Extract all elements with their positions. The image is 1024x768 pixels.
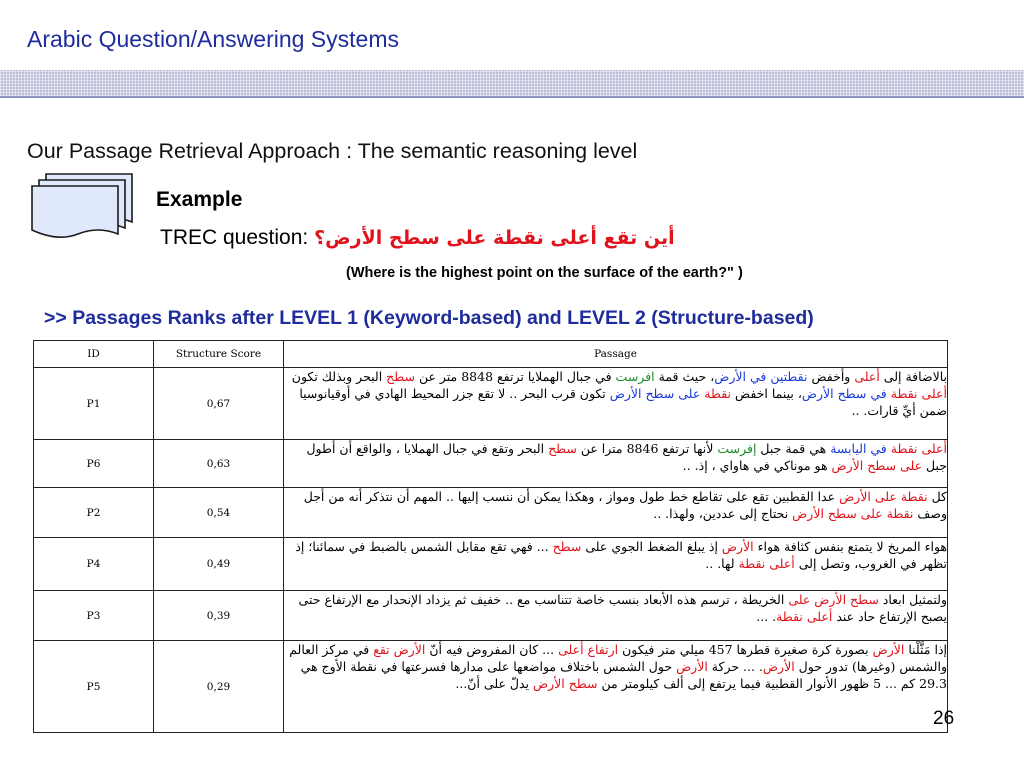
structure-score: 0,49 xyxy=(154,538,284,591)
highlight-red: سطح الأرض على xyxy=(788,592,879,607)
page-number: 26 xyxy=(933,708,955,729)
passage-text: هواء المريخ لا يتمتع بنفس كثافة هواء الأرض إذ يبلغ الضغط الجوي على سطح ... فهي تقع مقابل الشمس بالضبط في سمائنا؛ إذ تظهر في الغروب، وتصل إلى أعلى نقطة لها. .. xyxy=(284,538,948,591)
passage-id: P5 xyxy=(34,641,154,733)
table-row xyxy=(34,368,948,440)
highlight-red: الأرض xyxy=(872,642,905,657)
passage-id: P6 xyxy=(34,440,154,488)
passage-id: P2 xyxy=(34,488,154,538)
highlight-red: سطح xyxy=(552,539,582,554)
table-row xyxy=(34,538,948,591)
document-stack-icon xyxy=(30,172,140,240)
table-row xyxy=(34,488,948,538)
passage-text: كل نقطة على الأرض عدا القطبين تقع على تقاطع خط طول ومواز ، وهكذا يمكن أن ننسب إليها .. المهم أن نتذكر أنه من أجل وصف نقطة على سطح الأرض نحتاج إلى عددين، ولهذا. .. xyxy=(284,488,948,538)
highlight-blue: على سطح الأرض xyxy=(609,386,701,401)
title-band-underline xyxy=(0,96,1024,98)
table-row xyxy=(34,591,948,641)
passage-id: P3 xyxy=(34,591,154,641)
table-header-row xyxy=(34,341,948,368)
passage-text: بالاضافة إلى أعلى وأخفض نقطتين في الأرض، حيث قمة افرست في جبال الهملايا ترتفع 8848 متر عن سطح البحر وبذلك تكون أعلى نقطة في سطح الأرض، بينما اخفض نقطة على سطح الأرض تكون قرب البحر .. لا تقع جزر المحيط الهادي في أوقيانوسيا ضمن أيِّ قارات. .. xyxy=(284,368,948,440)
highlight-blue: في سطح الأرض xyxy=(801,386,887,401)
highlight-red: نقطة xyxy=(704,386,732,401)
highlight-green: افرست xyxy=(615,369,655,384)
passage-text: ولتمثيل ابعاد سطح الأرض على الخريطة ، ترسم هذه الأبعاد بنسب خاصة تتناسب مع .. خفيف ثم يزداد الإنحدار مع الإرتفاع حتى يصبح الإرتفاع حاد عند أعلى نقطة. ... xyxy=(284,591,948,641)
ranks-heading: >> Passages Ranks after LEVEL 1 (Keyword-based) and LEVEL 2 (Structure-based) xyxy=(44,307,814,329)
highlight-red: أعلى نقطة xyxy=(738,556,795,571)
highlight-red: الأرض xyxy=(721,539,754,554)
trec-label: TREC question: xyxy=(160,226,315,249)
trec-question-arabic: أين تقع أعلى نقطة على سطح الأرض؟ xyxy=(314,227,675,249)
section-subtitle: Our Passage Retrieval Approach : The semantic reasoning level xyxy=(27,139,638,163)
highlight-red: نقطة على سطح الأرض xyxy=(792,506,914,521)
question-translation: (Where is the highest point on the surface of the earth?" ) xyxy=(346,265,743,281)
example-label: Example xyxy=(156,188,243,211)
passage-id: P4 xyxy=(34,538,154,591)
highlight-red: سطح xyxy=(548,441,577,456)
highlight-red: الأرض تقع xyxy=(373,642,426,657)
highlight-green: إفرست xyxy=(717,441,757,456)
highlight-red: الأرض xyxy=(762,659,795,674)
slide-title: Arabic Question/Answering Systems xyxy=(27,26,399,52)
highlight-blue: نقطتين في الأرض xyxy=(714,369,808,384)
highlight-red: سطح xyxy=(386,369,415,384)
header-id: ID xyxy=(34,341,154,368)
header-passage: Passage xyxy=(284,341,948,368)
title-band xyxy=(0,70,1024,96)
structure-score: 0,67 xyxy=(154,368,284,440)
structure-score: 0,29 xyxy=(154,641,284,733)
highlight-red: أعلى نقطة xyxy=(890,441,947,456)
highlight-red: سطح الأرض xyxy=(533,676,598,691)
highlight-red: ارتفاع أعلى xyxy=(558,642,619,657)
table-row xyxy=(34,641,948,733)
passage-id: P1 xyxy=(34,368,154,440)
structure-score: 0,54 xyxy=(154,488,284,538)
highlight-red: أعلى نقطة xyxy=(776,609,833,624)
passage-text: إذا مَثَّلْنا الأرض بصورة كرة صغيرة قطرها 457 ميلي متر فيكون ارتفاع أعلى ... كان المفروض فيه أنّ الأرض تقع في مركز العالم والشمس (وغيرها) تدور حول الأرض. ... حركة الأرض حول الشمس باختلاف مواضعها على مدارها فسرعتها في نقطة الأوج هي 29.3 كم ... 5 ظهور الأنوار القطبية فيما يرتفع إلى ألف كيلومتر من سطح الأرض يدلّ على أنّ... xyxy=(284,641,948,733)
passage-ranks-table xyxy=(33,340,948,733)
highlight-red: أعلى xyxy=(854,369,880,384)
table-row xyxy=(34,440,948,488)
header-structure-score: Structure Score xyxy=(154,341,284,368)
structure-score: 0,63 xyxy=(154,440,284,488)
highlight-red: نقطة على الأرض xyxy=(839,489,928,504)
highlight-red: أعلى نقطة xyxy=(890,386,947,401)
highlight-red: الأرض xyxy=(676,659,708,674)
trec-question-line xyxy=(160,226,675,250)
highlight-red: على سطح الأرض xyxy=(831,458,923,473)
highlight-blue: في اليابسة xyxy=(830,441,887,456)
passage-text: أعلى نقطة في اليابسة هي قمة جبل إفرست لأنها ترتفع 8846 مترا عن سطح البحر وتقع في جبال الهملايا ، والواقع أن أطول جبل على سطح الأرض هو موناكي في هاواي ، إذ. .. xyxy=(284,440,948,488)
structure-score: 0,39 xyxy=(154,591,284,641)
